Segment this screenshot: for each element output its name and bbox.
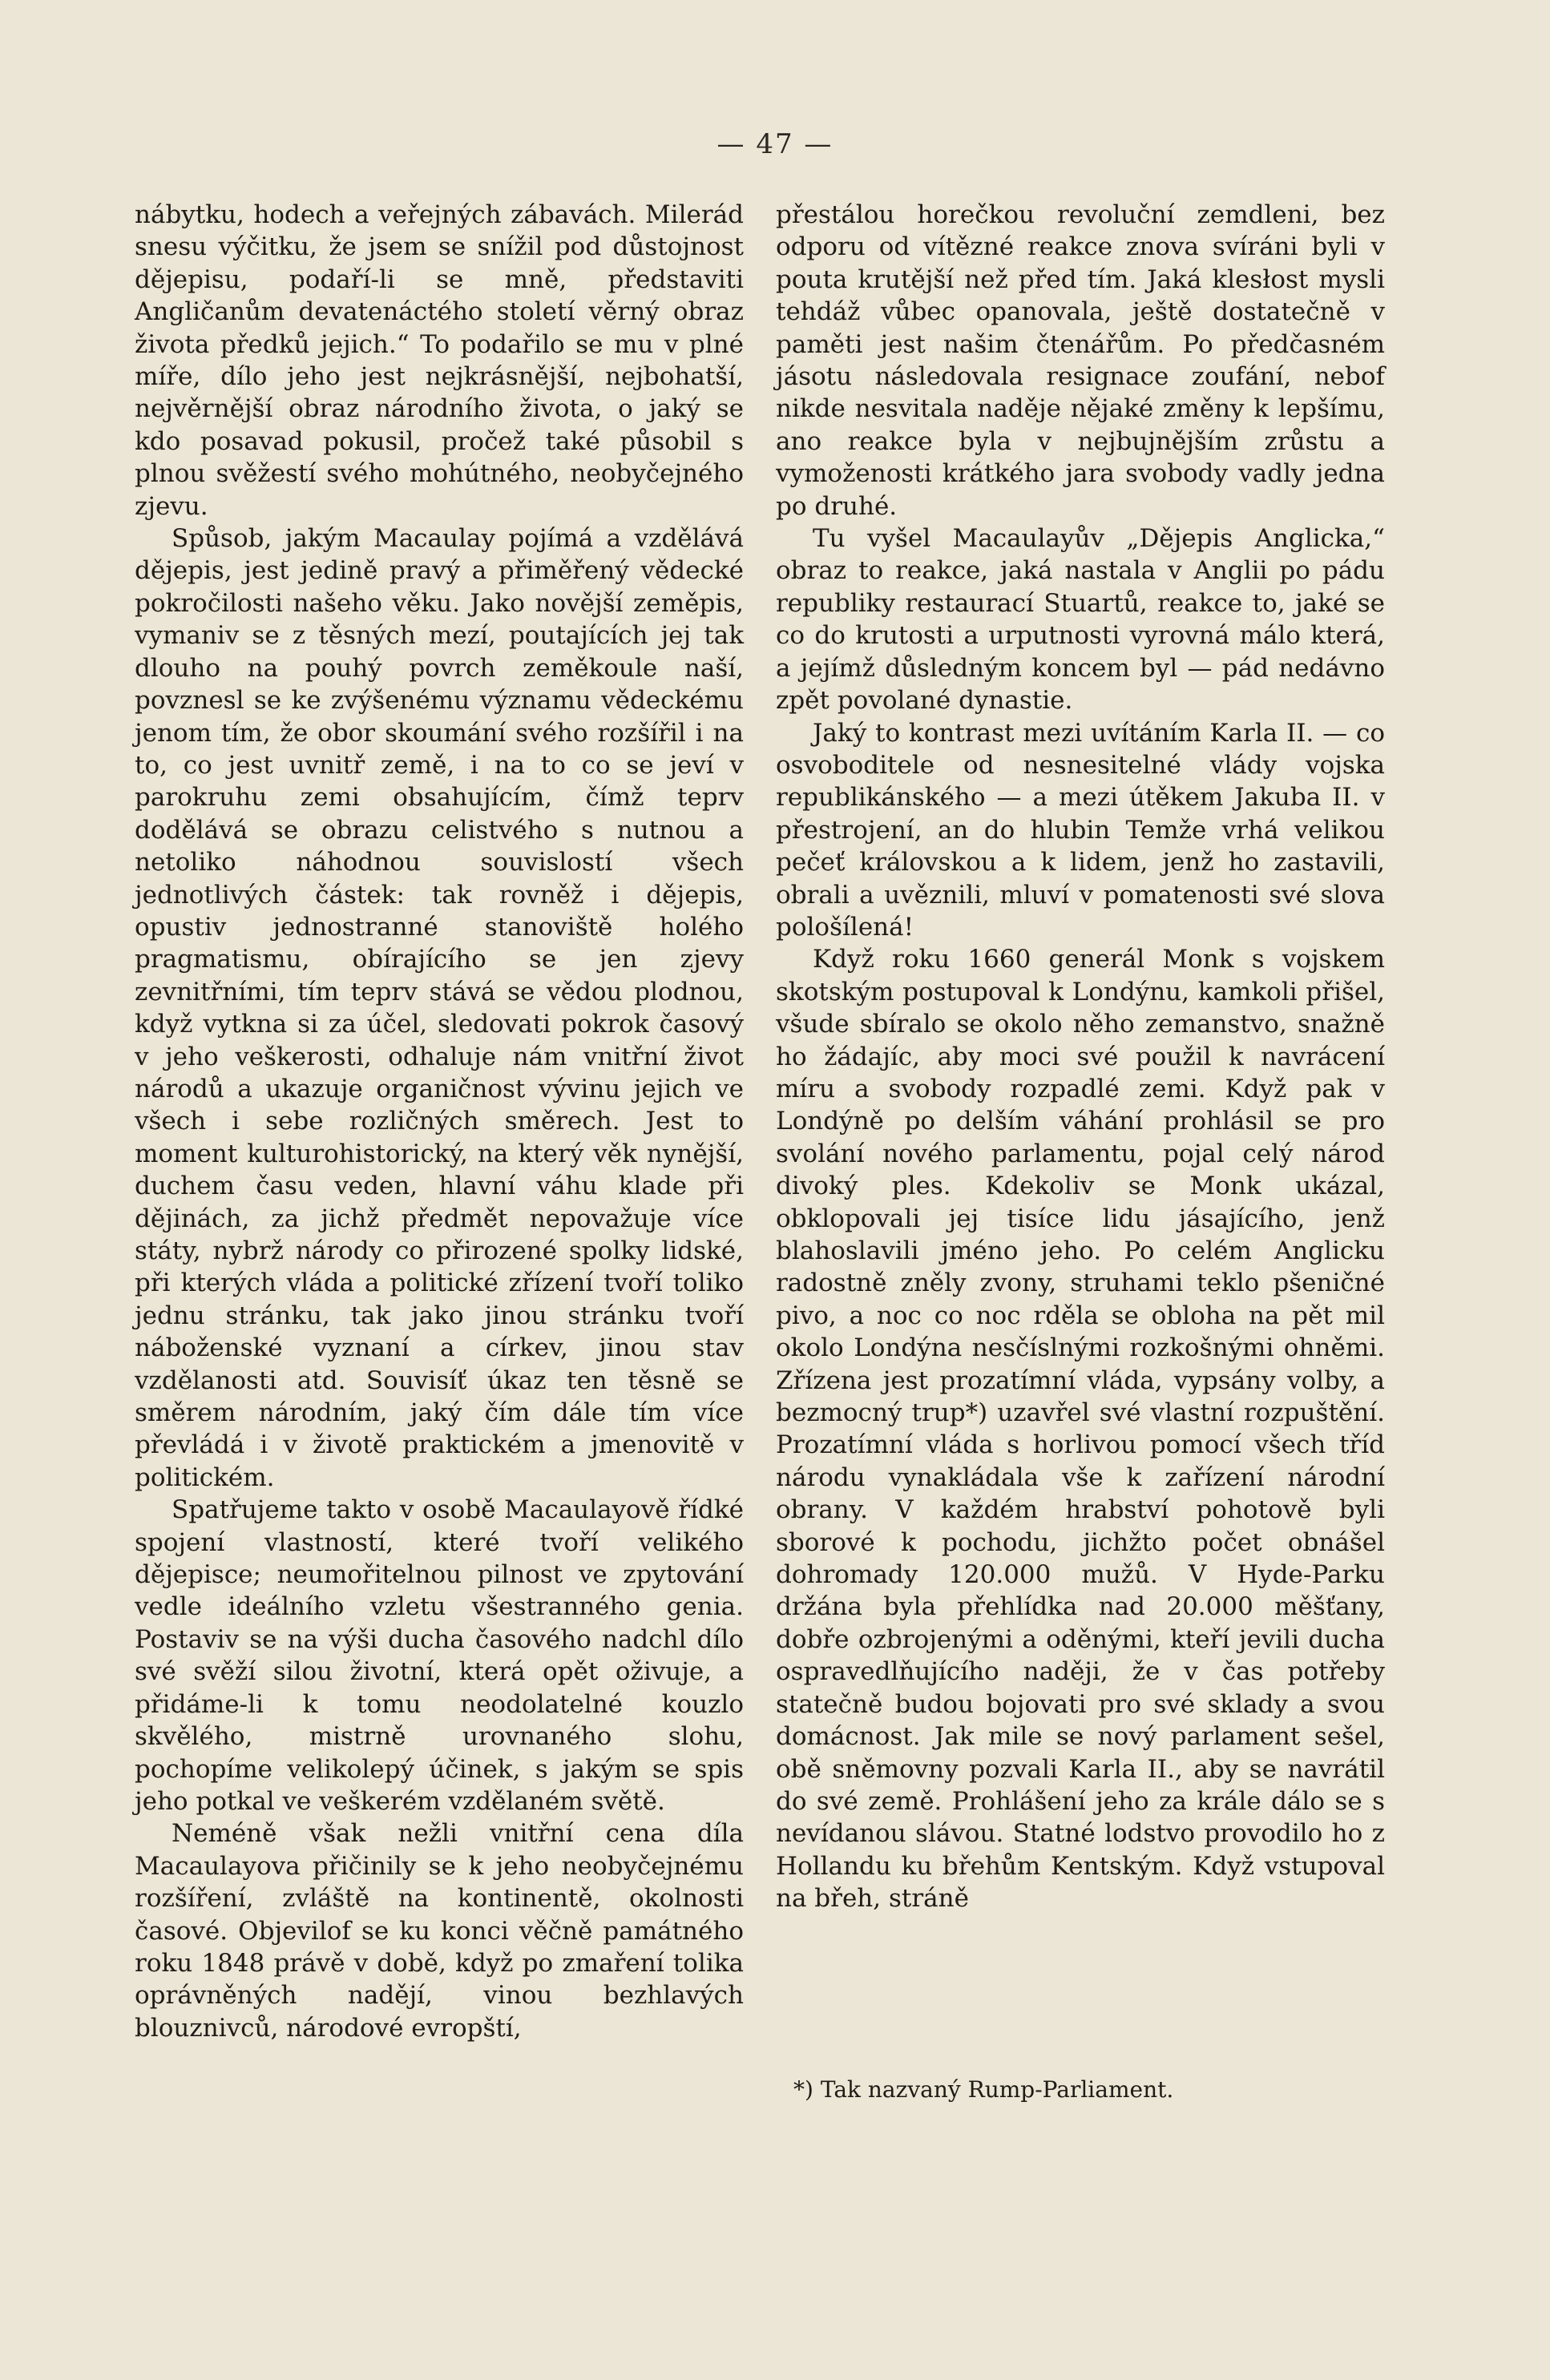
- paragraph: Tu vyšel Macaulayův „Dějepis Anglicka,“ obraz to reakce, jaká nastala v Anglii po pádu republiky restaurací Stuartů, reakce to, jaké se co do krutosti a urputnosti vyrovná málo která, a jejímž důsledným koncem byl — pád nedávno zpět povolané dynastie.: [776, 524, 1385, 716]
- paragraph: přestálou horečkou revoluční zemdleni, bez odporu od vítězné reakce znova svíráni byli v pouta krutější než před tím. Jaká klesłost mysli tehdáž vůbec opanovala, ještě dostatečně v paměti jest našim čtenářům. Po předčasném jásotu následovala resignace zoufání, nebof nikde nesvitala naděje nějaké změny k lepšímu, ano reakce byla v nejbujnějším zrůstu a vymoženosti krátkého jara svobody vadly jedna po druhé.: [776, 200, 1385, 521]
- paragraph: Spatřujeme takto v osobě Macaulayově řídké spojení vlastností, které tvoří velikého dějepisce; neumořitelnou pilnost ve zpytování vedle ideálního vzletu všestranného genia. Postaviv se na výši ducha časového nadchl dílo své svěží silou životní, která opět oživuje, a přidáme-li k tomu neodolatelné kouzlo skvělého, mistrně urovnaného slohu, pochopíme velikolepý účinek, s jakým se spis jeho potkal ve veškerém vzdělaném světě.: [135, 1495, 744, 1816]
- left-column: [135, 199, 744, 2044]
- paragraph: Spůsob, jakým Macaulay pojímá a vzdělává dějepis, jest jedině pravý a přiměřený vědecké pokročilosti našeho věku. Jako novější zeměpis, vymaniv se z těsných mezí, poutajících jej tak dlouho na pouhý povrch zeměkoule naší, povznesl se ke zvýšenému významu vědeckému jenom tím, že obor skoumání svého rozšířil i na to, co jest uvnitř země, i na to co se jeví v parokruhu zemi obsahujícím, čímž teprv dodělává se obrazu celistvého s nutnou a netoliko náhodnou souvislostí všech jednotlivých částek: tak rovněž i dějepis, opustiv jednostranné stanoviště holého pragmatismu, obírajícího se jen zjevy zevnitřními, tím teprv stává se vědou plodnou, když vytkna si za účel, sledovati pokrok časový v jeho veškerosti, odhaluje nám vnitřní život národů a ukazuje organičnost vývinu jejich ve všech i sebe rozličných směrech. Jest to moment kulturohistorický, na který věk nynější, duchem času veden, hlavní váhu klade při dějinách, za jichž předmět nepovažuje více státy, nybrž národy co přirozené spolky lidské, při kterých vláda a politické zřízení tvoří toliko jednu stránku, tak jako jinou stránku tvoří náboženské vyznaní a církev, jinou stav vzdělanosti atd. Souvisíť úkaz ten těsně se směrem národním, jaký čím dále tím více převládá i v životě praktickém a jmenovitě v politickém.: [135, 524, 744, 1492]
- paragraph: Neméně však nežli vnitřní cena díla Macaulayova přičinily se k jeho neobyčejnému rozšíření, zvláště na kontinentě, okolnosti časové. Objevilof se ku konci věčně památného roku 1848 právě v době, když po zmaření tolika oprávněných nadějí, vinou bezhlavých blouznivců, národové evropští,: [135, 1819, 744, 2043]
- paragraph: nábytku, hodech a veřejných zábavách. Milerád snesu výčitku, že jsem se snížil pod důstojnost dějepisu, podaří-li se mně, představiti Angličanům devatenáctého století věrný obraz života předků jejich.“ To podařilo se mu v plné míře, dílo jeho jest nejkrásnější, nejbohatší, nejvěrnější obraz národního života, o jaký se kdo posavad pokusil, pročež také působil s plnou svěžestí svého mohútného, neobyčejného zjevu.: [135, 200, 744, 521]
- right-column: [776, 199, 1385, 1915]
- paragraph: Když roku 1660 generál Monk s vojskem skotským postupoval k Londýnu, kamkoli přišel, všude sbíralo se okolo něho zemanstvo, snažně ho žádajíc, aby moci své použil k navrácení míru a svobody rozpadlé zemi. Když pak v Londýně po delším váhání prohlásil se pro svolání nového parlamentu, pojal celý národ divoký ples. Kdekoliv se Monk ukázal, obklopovali jej tisíce lidu jásajícího, jenž blahoslavili jméno jeho. Po celém Anglicku radostně zněly zvony, struhami teklo pšeničné pivo, a noc co noc rděla se obloha na pět mil okolo Londýna nesčíslnými rozkošnými ohněmi. Zřízena jest prozatímní vláda, vypsány volby, a bezmocný trup*) uzavřel své vlastní rozpuštění. Prozatímní vláda s horlivou pomocí všech tříd národu vynakládala vše k zařízení národní obrany. V každém hrabství pohotově byli sborové k pochodu, jichžto počet obnášel dohromady 120.000 mužů. V Hyde-Parku držána byla přehlídka nad 20.000 měšťany, dobře ozbrojenými a oděnými, kteří jevili ducha ospravedlňujícího naději, že v čas potřeby statečně budou bojovati pro své sklady a svou domácnost. Jak mile se nový parlament sešel, obě sněmovny pozvali Karla II., aby se navrátil do své země. Prohlášení jeho za krále dálo se s nevídanou slávou. Statné lodstvo provodilo ho z Hollandu ku břehům Kentským. Když vstupoval na břeh, stráně: [776, 945, 1385, 1914]
- page-number: — 47 —: [716, 128, 834, 160]
- footnote: *) Tak nazvaný Rump-Parliament.: [793, 2076, 1174, 2103]
- paragraph: Jaký to kontrast mezi uvítáním Karla II. — co osvoboditele od nesnesitelné vlády vojska republikánského — a mezi útěkem Jakuba II. v přestrojení, an do hlubin Temže vrhá velikou pečeť královskou a k lidem, jenž ho zastavili, obrali a uvěznili, mluví v pomatenosti své slova pološílená!: [776, 718, 1385, 942]
